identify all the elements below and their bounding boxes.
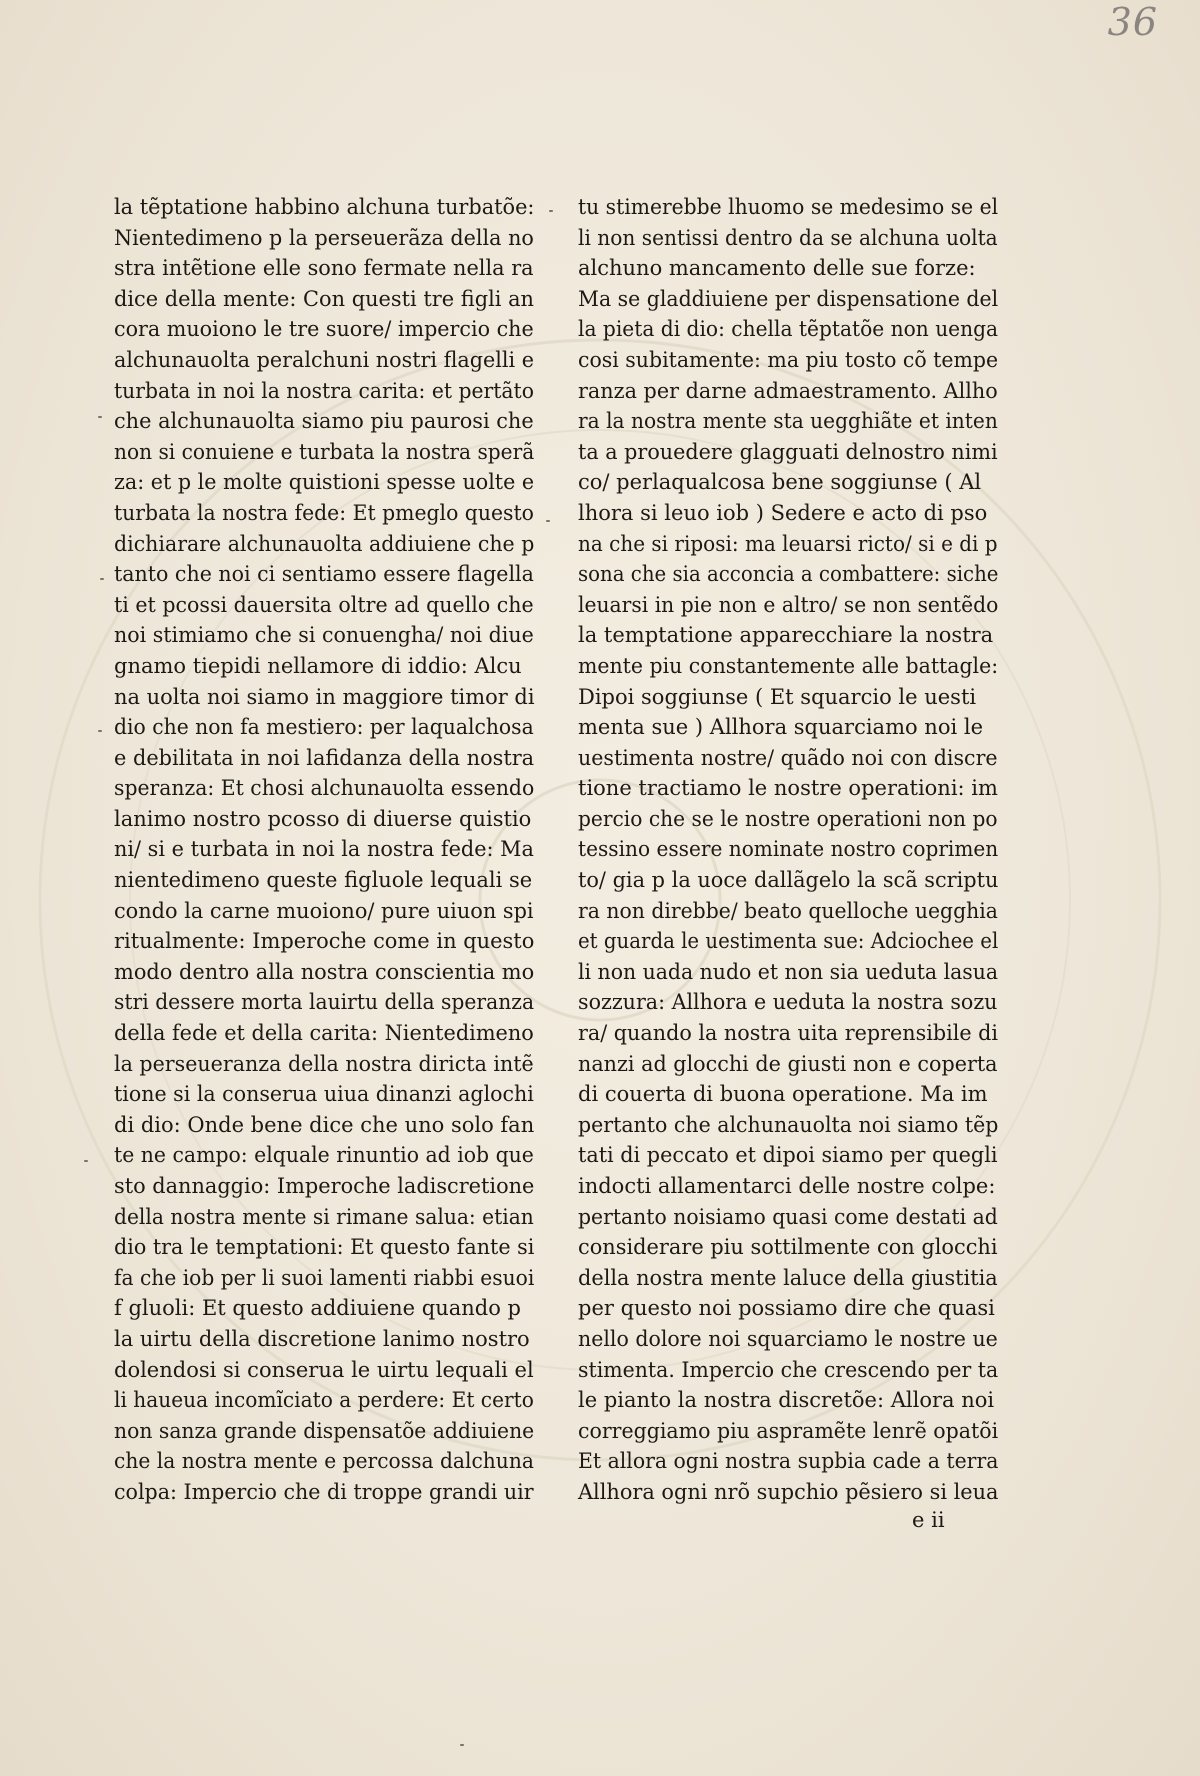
text-line: et guarda le uestimenta sue: Adciochee el — [578, 929, 999, 954]
text-line: non si conuiene e turbata la nostra sperã — [114, 439, 535, 464]
folio-number: 36 — [1107, 0, 1158, 44]
text-line: tanto che noi ci sentiamo essere flagella — [114, 562, 534, 587]
text-line: ra/ quando la nostra uita reprensibile di — [578, 1021, 999, 1046]
text-line: dio tra le temptationi: Et questo fante si — [114, 1235, 535, 1260]
text-line: na che si riposi: ma leuarsi ricto/ si e di p — [578, 531, 998, 556]
text-line: percio che se le nostre operationi non po — [578, 806, 998, 831]
text-column-left — [114, 192, 534, 1508]
text-line: ta a prouedere glagguati delnostro nimi — [578, 439, 998, 464]
text-line: Et allora ogni nostra supbia cade a terra — [578, 1449, 999, 1474]
text-line: colpa: Impercio che di troppe grandi uir — [114, 1479, 534, 1504]
text-line: dio che non fa mestiero: per laqualchosa — [114, 715, 534, 740]
text-line: Allhora ogni nrõ supchio pẽsiero si leua — [578, 1479, 999, 1504]
text-line: di couerta di buona operatione. Ma im — [578, 1082, 988, 1107]
text-line: nello dolore noi squarciamo le nostre ue — [578, 1326, 998, 1351]
text-line: la pieta di dio: chella tẽptatõe non uenga — [578, 317, 999, 342]
text-line: sozzura: Allhora e ueduta la nostra sozu — [578, 990, 998, 1015]
text-line: modo dentro alla nostra conscientia mo — [114, 959, 535, 984]
margin-speck — [460, 1744, 464, 1746]
text-line: alchunauolta peralchuni nostri flagelli e — [114, 347, 534, 372]
text-line: ranza per darne admaestramento. Allho — [578, 378, 998, 403]
text-line: li haueua incomĩciato a perdere: Et certo — [114, 1388, 534, 1413]
text-line: dichiarare alchunauolta addiuiene che p — [114, 531, 535, 556]
margin-speck — [98, 416, 102, 418]
margin-speck — [549, 210, 553, 212]
text-line: non sanza grande dispensatõe addiuiene — [114, 1418, 535, 1443]
text-line: tione si la conserua uiua dinanzi aglochi — [114, 1082, 534, 1107]
text-line: stimenta. Impercio che crescendo per ta — [578, 1357, 999, 1382]
text-line: della fede et della carita: Nientedimeno — [114, 1021, 534, 1046]
text-line: condo la carne muoiono/ pure uiuon spi — [114, 898, 534, 923]
text-line: tessino essere nominate nostro coprimen — [578, 837, 999, 862]
text-line: la uirtu della discretione lanimo nostro — [114, 1326, 530, 1351]
text-line: li non uada nudo et non sia ueduta lasua — [578, 959, 999, 984]
text-line: noi stimiamo che si conuengha/ noi diue — [114, 623, 534, 648]
text-line: fa che iob per li suoi lamenti riabbi esuoi — [114, 1265, 535, 1290]
text-line: e debilitata in noi lafidanza della nostra — [114, 745, 535, 770]
text-line: dolendosi si conserua le uirtu lequali el — [114, 1357, 534, 1382]
text-line: indocti allamentarci delle nostre colpe: — [578, 1174, 996, 1198]
text-line: Nientedimeno p la perseuerãza della no — [114, 225, 534, 250]
text-line: pertanto noisiamo quasi come destati ad — [578, 1204, 998, 1229]
margin-speck — [100, 578, 104, 580]
text-line: gnamo tiepidi nellamore di iddio: Alcu — [114, 653, 522, 678]
text-line: lanimo nostro pcosso di diuerse quistio — [114, 806, 532, 831]
text-line: la perseueranza della nostra diricta intẽ — [114, 1051, 534, 1076]
text-line: leuarsi in pie non e altro/ se non sentẽdo — [578, 592, 999, 617]
text-line: ra non direbbe/ beato quelloche uegghia — [578, 898, 998, 923]
text-line: na uolta noi siamo in maggiore timor di — [114, 684, 535, 709]
text-line: dice della mente: Con questi tre figli an — [114, 286, 534, 311]
text-line: per questo noi possiamo dire che quasi — [578, 1296, 995, 1321]
text-line: Dipoi soggiunse ( Et squarcio le uesti — [578, 684, 977, 709]
text-line: ra la nostra mente sta uegghiãte et inten — [578, 409, 998, 434]
text-line: che alchunauolta siamo piu paurosi che — [114, 409, 534, 434]
text-line: lhora si leuo iob ) Sedere e acto di pso — [578, 500, 988, 525]
text-line: nientedimeno queste figluole lequali se — [114, 868, 533, 893]
text-line: cora muoiono le tre suore/ impercio che — [114, 317, 534, 342]
text-line: cosi subitamente: ma piu tosto cõ tempe — [578, 347, 999, 372]
signature-mark: e ii — [912, 1508, 945, 1532]
text-line: la temptatione apparecchiare la nostra — [578, 623, 994, 648]
text-line: le pianto la nostra discretõe: Allora noi — [578, 1388, 995, 1413]
text-line: co/ perlaqualcosa bene soggiunse ( Al — [578, 470, 982, 495]
text-line: la tẽptatione habbino alchuna turbatõe: — [114, 195, 535, 219]
margin-speck — [546, 520, 550, 522]
text-line: uestimenta nostre/ quãdo noi con discre — [578, 745, 998, 770]
text-line: tione tractiamo le nostre operationi: im — [578, 776, 998, 801]
text-line: di dio: Onde bene dice che uno solo fan — [114, 1112, 535, 1137]
text-line: mente piu constantemente alle battagle: — [578, 653, 999, 678]
text-line: ni/ si e turbata in noi la nostra fede: Ma — [114, 837, 534, 862]
text-line: ti et pcossi dauersita oltre ad quello che — [114, 592, 534, 617]
text-line: turbata in noi la nostra carita: et pertãto — [114, 378, 534, 403]
text-line: nanzi ad glocchi de giusti non e coperta — [578, 1051, 998, 1076]
text-line: sto dannaggio: Imperoche ladiscretione — [114, 1174, 535, 1198]
text-column-right — [578, 192, 998, 1508]
text-line: turbata la nostra fede: Et pmeglo questo — [114, 500, 534, 525]
margin-speck — [98, 730, 102, 732]
text-line: speranza: Et chosi alchunauolta essendo — [114, 776, 535, 801]
text-line: alchuno mancamento delle sue forze: — [578, 256, 976, 281]
text-line: tu stimerebbe lhuomo se medesimo se el — [578, 195, 999, 219]
text-line: sona che sia acconcia a combattere: siche — [578, 562, 999, 587]
text-line: za: et p le molte quistioni spesse uolte e — [114, 470, 535, 495]
text-line: della nostra mente laluce della giustitia — [578, 1265, 998, 1290]
text-line: f gluoli: Et questo addiuiene quando p — [114, 1296, 521, 1321]
text-line: menta sue ) Allhora squarciamo noi le — [578, 715, 984, 740]
text-line: considerare piu sottilmente con glocchi — [578, 1235, 998, 1260]
text-line: ritualmente: Imperoche come in questo — [114, 929, 535, 954]
text-line: tati di peccato et dipoi siamo per quegli — [578, 1143, 998, 1168]
margin-speck — [84, 1160, 88, 1162]
text-line: pertanto che alchunauolta noi siamo tẽp — [578, 1112, 999, 1137]
text-line: che la nostra mente e percossa dalchuna — [114, 1449, 534, 1474]
text-line: correggiamo piu aspramẽte lenrẽ opatõi — [578, 1418, 999, 1443]
text-line: Ma se gladdiuiene per dispensatione del — [578, 286, 999, 311]
text-line: te ne campo: elquale rinuntio ad iob que — [114, 1143, 534, 1168]
text-line: to/ gia p la uoce dallãgelo la scã scriptu — [578, 868, 999, 893]
text-line: stri dessere morta lauirtu della speranza — [114, 990, 535, 1015]
text-line: li non sentissi dentro da se alchuna uolta — [578, 225, 998, 250]
text-line: stra intẽtione elle sono fermate nella ra — [114, 256, 534, 281]
text-line: della nostra mente si rimane salua: etian — [114, 1204, 534, 1229]
